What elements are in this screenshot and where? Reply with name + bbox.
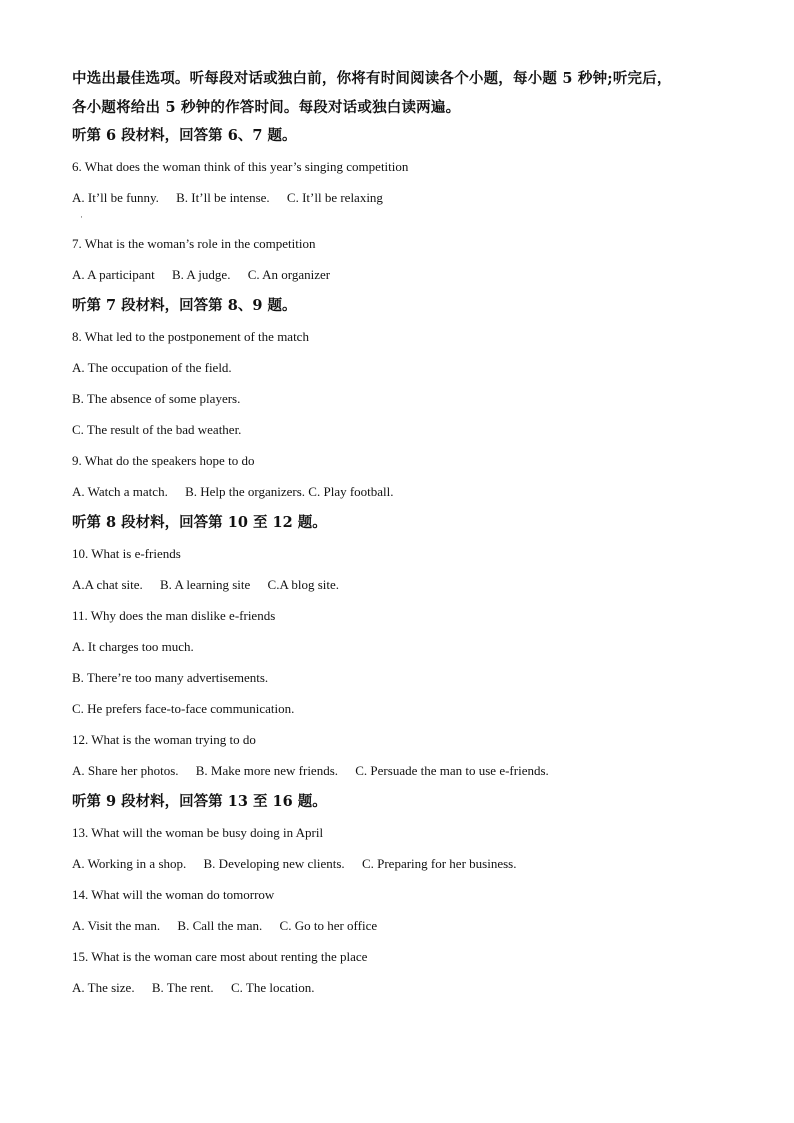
question-11: 11. Why does the man dislike e-friends — [72, 608, 276, 623]
question-9-options — [72, 482, 734, 502]
option-13c: C. Preparing for her business. — [361, 856, 517, 871]
section-heading-9: 听第 9 段材料，回答第 13 至 16 题。 — [72, 793, 327, 810]
option-8a: A. The occupation of the field. — [72, 360, 232, 375]
question-10: 10. What is e-friends — [72, 546, 181, 561]
stray-mark: · — [80, 212, 83, 222]
option-9bc: B. Help the organizers. C. Play football. — [185, 484, 394, 499]
option-14a: A. Visit the man. — [72, 918, 161, 933]
option-12a: A. Share her photos. — [72, 763, 179, 778]
question-12: 12. What is the woman trying to do — [72, 732, 256, 747]
question-6: 6. What does the woman think of this year’s singing competition — [72, 159, 409, 174]
question-8: 8. What led to the postponement of the match — [72, 329, 309, 344]
option-6a: A. It’ll be funny. — [72, 190, 159, 205]
option-10b: B. A learning site — [160, 577, 251, 592]
option-8b: B. The absence of some players. — [72, 391, 241, 406]
option-8c: C. The result of the bad weather. — [72, 422, 242, 437]
question-12-options — [72, 761, 734, 781]
option-12b: B. Make more new friends. — [195, 763, 339, 778]
question-14-options — [72, 916, 734, 936]
instructions-paragraph — [72, 64, 734, 122]
section-heading-7: 听第 7 段材料，回答第 8、9 题。 — [72, 297, 297, 314]
option-7c: C. An organizer — [247, 267, 331, 282]
question-14: 14. What will the woman do tomorrow — [72, 887, 275, 902]
instructions-line-2: 各小题将给出 5 秒钟的作答时间。每段对话或独白读两遍。 — [72, 99, 461, 116]
question-15: 15. What is the woman care most about renting the place — [72, 949, 368, 964]
option-15a: A. The size. — [72, 980, 135, 995]
option-11b: B. There’re too many advertisements. — [72, 670, 269, 685]
option-6b: B. It’ll be intense. — [176, 190, 270, 205]
option-15c: C. The location. — [230, 980, 315, 995]
section-heading-8: 听第 8 段材料，回答第 10 至 12 题。 — [72, 514, 327, 531]
option-14b: B. Call the man. — [177, 918, 263, 933]
option-12c: C. Persuade the man to use e-friends. — [355, 763, 549, 778]
option-15b: B. The rent. — [151, 980, 214, 995]
option-14c: C. Go to her office — [279, 918, 378, 933]
question-13-options — [72, 854, 734, 874]
option-7b: B. A judge. — [171, 267, 231, 282]
option-9a: A. Watch a match. — [72, 484, 168, 499]
question-7: 7. What is the woman’s role in the competition — [72, 236, 316, 251]
question-15-options — [72, 978, 734, 998]
option-7a: A. A participant — [72, 267, 155, 282]
question-6-options — [72, 188, 734, 208]
option-10c: C.A blog site. — [267, 577, 340, 592]
option-11a: A. It charges too much. — [72, 639, 194, 654]
option-6c: C. It’ll be relaxing — [286, 190, 383, 205]
question-7-options — [72, 265, 734, 285]
instructions-line-1: 中选出最佳选项。听每段对话或独白前，你将有时间阅读各个小题，每小题 5 秒钟;听完后， — [72, 70, 672, 87]
option-13b: B. Developing new clients. — [203, 856, 345, 871]
question-10-options — [72, 575, 734, 595]
option-11c: C. He prefers face-to-face communication. — [72, 701, 295, 716]
section-heading-6: 听第 6 段材料，回答第 6、7 题。 — [72, 127, 297, 144]
question-9: 9. What do the speakers hope to do — [72, 453, 255, 468]
option-10a: A.A chat site. — [72, 577, 143, 592]
question-13: 13. What will the woman be busy doing in April — [72, 825, 324, 840]
option-13a: A. Working in a shop. — [72, 856, 187, 871]
